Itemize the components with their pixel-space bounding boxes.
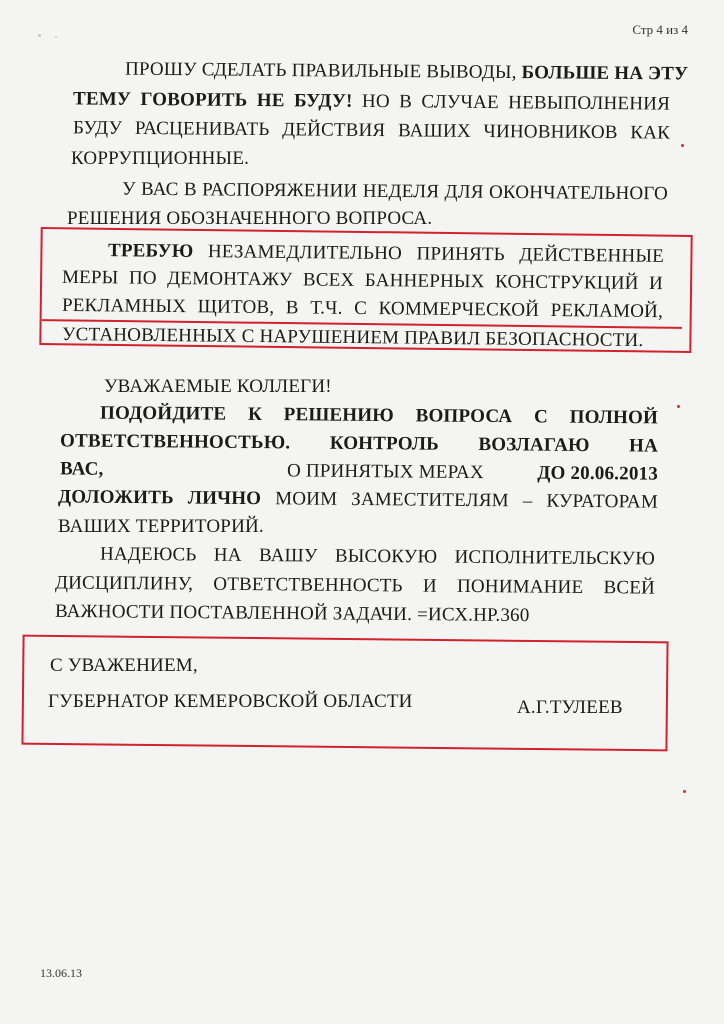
para4-line2 (60, 430, 658, 457)
scan-speck (38, 34, 41, 37)
signature-closing: С УВАЖЕНИЕМ, (50, 655, 198, 676)
signature-title: ГУБЕРНАТОР КЕМЕРОВСКОЙ ОБЛАСТИ (48, 691, 413, 712)
scan-speck (55, 36, 57, 38)
red-mark (683, 790, 686, 793)
para3-line1-bold: ТРЕБУЮ (107, 240, 194, 262)
para4-line4 (58, 486, 658, 513)
para1-line1 (124, 58, 689, 86)
para4-line4-text: МОИМ ЗАМЕСТИТЕЛЯМ – КУРАТОРАМ (261, 488, 659, 513)
para3-line4: УСТАНОВЛЕННЫХ С НАРУШЕНИЕМ ПРАВИЛ БЕЗОПАСНОСТИ. (61, 323, 644, 352)
para3-line1-text: НЕЗАМЕДЛИТЕЛЬНО ПРИНЯТЬ ДЕЙСТВЕННЫЕ (193, 240, 665, 267)
footer-date: 13.06.13 (40, 966, 82, 980)
red-mark (677, 405, 680, 408)
para2-line1: У ВАС В РАСПОРЯЖЕНИИ НЕДЕЛЯ ДЛЯ ОКОНЧАТЕЛЬНОГО (121, 178, 669, 205)
para3-line3: РЕКЛАМНЫХ ЩИТОВ, В Т.Ч. С КОММЕРЧЕСКОЙ РЕКЛАМОЙ, (61, 294, 664, 323)
para1-line2-text: НО В СЛУЧАЕ НЕВЫПОЛНЕНИЯ (352, 90, 671, 115)
para1-line3: БУДУ РАСЦЕНИВАТЬ ДЕЙСТВИЯ ВАШИХ ЧИНОВНИКОВ КАК (72, 117, 671, 144)
para4-greeting: УВАЖАЕМЫЕ КОЛЛЕГИ! (104, 376, 332, 397)
para4-line1-bold: ПОДОЙДИТЕ К РЕШЕНИЮ ВОПРОСА С ПОЛНОЙ (99, 402, 659, 429)
para4-line5: ВАШИХ ТЕРРИТОРИЙ. (58, 516, 264, 537)
para1-line2 (73, 88, 670, 115)
para4-line3-deadline: ДО 20.06.2013 (537, 462, 659, 485)
para4-line1 (100, 403, 658, 430)
para1-line2-bold: ТЕМУ ГОВОРИТЬ НЕ БУДУ! (72, 88, 353, 112)
para4-line3-bold: ВАС, (59, 458, 104, 480)
para5-line1: НАДЕЮСЬ НА ВАШУ ВЫСОКУЮ ИСПОЛНИТЕЛЬСКУЮ (99, 543, 656, 570)
signature-name: А.Г.ТУЛЕЕВ (517, 697, 623, 718)
para4-line2-bold: ОТВЕТСТВЕННОСТЬЮ. КОНТРОЛЬ ВОЗЛАГАЮ НА (59, 430, 659, 457)
para4-line3 (60, 458, 658, 485)
para4-line4-bold: ДОЛОЖИТЬ ЛИЧНО (57, 486, 262, 510)
para1-line1-bold: БОЛЬШЕ НА ЭТУ (521, 62, 689, 85)
para2-line2: РЕШЕНИЯ ОБОЗНАЧЕННОГО ВОПРОСА. (67, 208, 433, 229)
para5-line3: ВАЖНОСТИ ПОСТАВЛЕННОЙ ЗАДАЧИ. =ИСХ.НР.360 (54, 600, 530, 627)
para1-line1-text: ПРОШУ СДЕЛАТЬ ПРАВИЛЬНЫЕ ВЫВОДЫ, (124, 58, 522, 84)
para1-line4: КОРРУПЦИОННЫЕ. (71, 148, 250, 169)
para4-line3-text: О ПРИНЯТЫХ МЕРАХ (286, 460, 484, 484)
para5-line2: ДИСЦИПЛИНУ, ОТВЕТСТВЕННОСТЬ И ПОНИМАНИЕ ВСЕЙ (54, 572, 656, 599)
red-mark (681, 144, 684, 147)
para3-line2: МЕРЫ ПО ДЕМОНТАЖУ ВСЕХ БАННЕРНЫХ КОНСТРУКЦИЙ И (61, 266, 664, 295)
page-number: Стр 4 из 4 (632, 22, 688, 37)
